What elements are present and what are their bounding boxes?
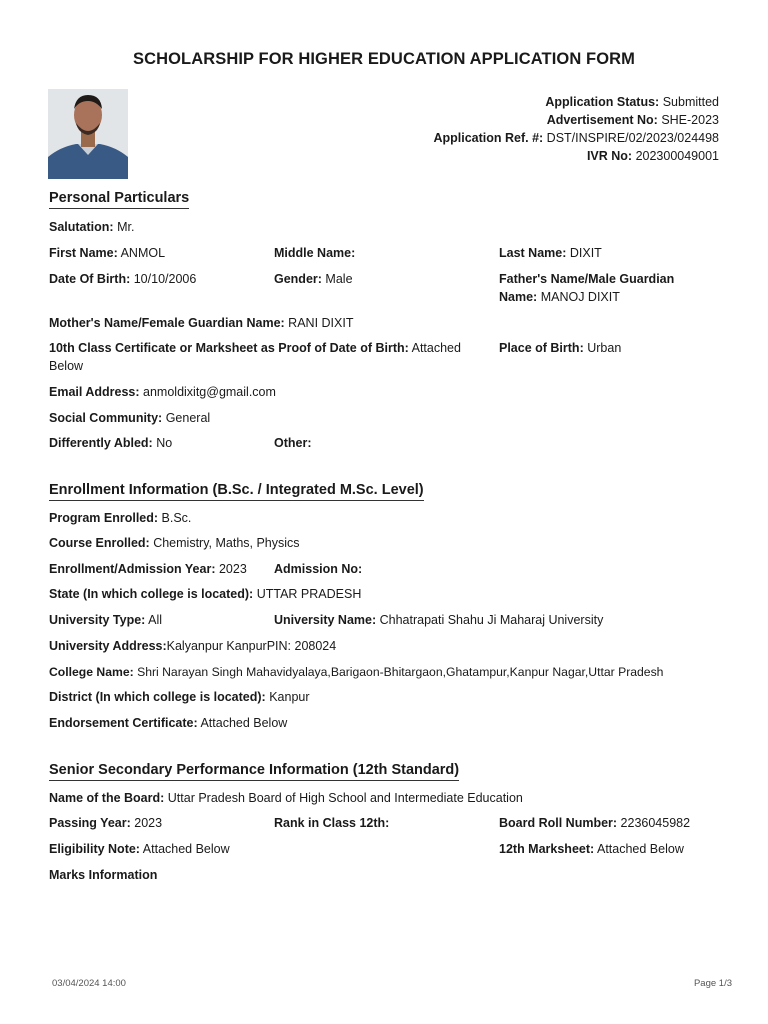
field-dob: Date Of Birth: 10/10/2006 [49,272,197,286]
field-admission-no: Admission No: [274,562,363,576]
section-enrollment-heading: Enrollment Information (B.Sc. / Integrated M.Sc. Level) [49,482,424,501]
field-dob-proof: 10th Class Certificate or Marksheet as Proof of Date of Birth: Attached Below [49,341,461,373]
field-state: State (In which college is located): UTTAR PRADESH [49,587,362,601]
form-title: SCHOLARSHIP FOR HIGHER EDUCATION APPLICATION FORM [132,50,636,68]
field-roll-number: Board Roll Number: 2236045982 [499,816,691,830]
field-rank: Rank in Class 12th: [274,816,390,830]
field-board: Name of the Board: Uttar Pradesh Board of High School and Intermediate Education [49,791,523,805]
meta-advertisement: Advertisement No: SHE-2023 [546,113,719,127]
field-university-address: University Address:Kalyanpur KanpurPIN: 208024 [49,639,337,653]
field-mother-name: Mother's Name/Female Guardian Name: RANI DIXIT [49,316,354,330]
field-father-name: Father's Name/Male Guardian Name: MANOJ DIXIT [499,272,675,304]
field-university-name: University Name: Chhatrapati Shahu Ji Maharaj University [274,613,604,627]
footer-page-number: Page 1/3 [693,978,732,989]
applicant-photo [48,89,128,179]
applicant-photo-image [48,89,128,179]
field-passing-year: Passing Year: 2023 [49,816,163,830]
field-course: Course Enrolled: Chemistry, Maths, Physics [49,536,300,550]
field-middle-name: Middle Name: [274,246,356,260]
field-salutation: Salutation: Mr. [49,220,135,234]
field-other: Other: [274,436,312,450]
field-differently-abled: Differently Abled: No [49,436,173,450]
meta-reference: Application Ref. #: DST/INSPIRE/02/2023/024498 [433,131,719,145]
meta-status: Application Status: Submitted [545,95,719,109]
field-admission-year: Enrollment/Admission Year: 2023 [49,562,247,576]
meta-ivr: IVR No: 202300049001 [586,149,719,163]
field-university-type: University Type: All [49,613,163,627]
field-place-of-birth: Place of Birth: Urban [499,341,622,355]
field-college-name: College Name: Shri Narayan Singh Mahavidyalaya,Barigaon-Bhitargaon,Ghatampur,Kanpur Nagar,Uttar Pradesh [49,665,664,679]
field-first-name: First Name: ANMOL [49,246,166,260]
application-meta [433,93,719,165]
field-social-community: Social Community: General [49,411,211,425]
field-eligibility-note: Eligibility Note: Attached Below [49,842,230,856]
field-email: Email Address: anmoldixitg@gmail.com [49,385,276,399]
section-personal-heading: Personal Particulars [49,190,189,209]
field-program: Program Enrolled: B.Sc. [49,511,192,525]
field-district: District (In which college is located): Kanpur [49,690,310,704]
field-gender: Gender: Male [274,272,353,286]
footer-timestamp: 03/04/2024 14:00 [52,978,126,989]
marks-information-label: Marks Information [49,868,158,882]
section-senior-heading: Senior Secondary Performance Information (12th Standard) [49,762,459,781]
field-marksheet: 12th Marksheet: Attached Below [499,842,684,856]
field-last-name: Last Name: DIXIT [499,246,602,260]
field-endorsement: Endorsement Certificate: Attached Below [49,716,288,730]
